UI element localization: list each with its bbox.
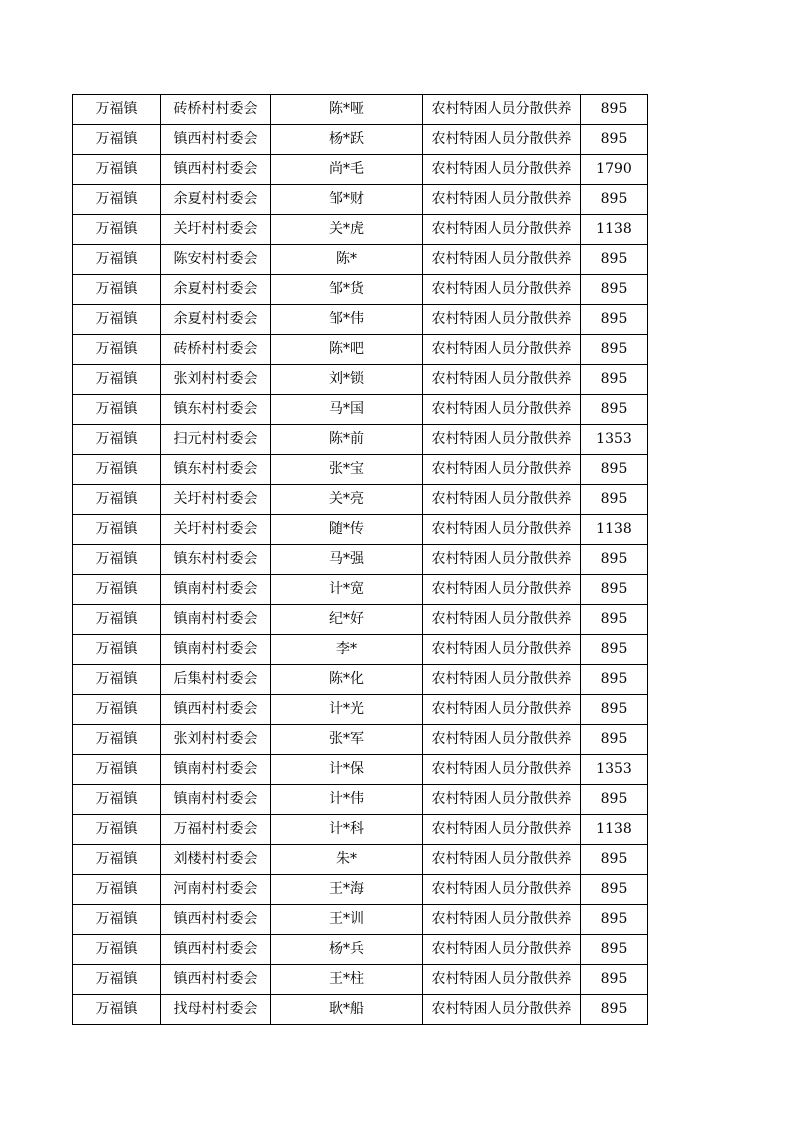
village-cell: 镇西村村委会 [161, 125, 271, 155]
town-cell: 万福镇 [73, 635, 161, 665]
assistance-type-cell: 农村特困人员分散供养 [423, 815, 581, 845]
table-row [73, 845, 648, 875]
name-cell: 耿*船 [271, 995, 423, 1025]
town-cell: 万福镇 [73, 815, 161, 845]
amount-cell: 895 [581, 695, 648, 725]
assistance-type-cell: 农村特困人员分散供养 [423, 365, 581, 395]
table-row [73, 605, 648, 635]
table-row [73, 485, 648, 515]
amount-cell: 895 [581, 245, 648, 275]
town-cell: 万福镇 [73, 245, 161, 275]
records-table-body [73, 95, 648, 1025]
village-cell: 后集村村委会 [161, 665, 271, 695]
table-row [73, 125, 648, 155]
table-row [73, 815, 648, 845]
name-cell: 关*虎 [271, 215, 423, 245]
amount-cell: 895 [581, 605, 648, 635]
town-cell: 万福镇 [73, 305, 161, 335]
amount-cell: 895 [581, 935, 648, 965]
name-cell: 纪*好 [271, 605, 423, 635]
town-cell: 万福镇 [73, 545, 161, 575]
village-cell: 镇西村村委会 [161, 695, 271, 725]
town-cell: 万福镇 [73, 965, 161, 995]
village-cell: 镇南村村委会 [161, 575, 271, 605]
amount-cell: 895 [581, 335, 648, 365]
amount-cell: 895 [581, 545, 648, 575]
assistance-type-cell: 农村特困人员分散供养 [423, 185, 581, 215]
assistance-type-cell: 农村特困人员分散供养 [423, 335, 581, 365]
village-cell: 刘楼村村委会 [161, 845, 271, 875]
amount-cell: 895 [581, 785, 648, 815]
assistance-type-cell: 农村特困人员分散供养 [423, 965, 581, 995]
table-row [73, 245, 648, 275]
name-cell: 马*强 [271, 545, 423, 575]
amount-cell: 1353 [581, 425, 648, 455]
town-cell: 万福镇 [73, 875, 161, 905]
town-cell: 万福镇 [73, 695, 161, 725]
name-cell: 马*国 [271, 395, 423, 425]
town-cell: 万福镇 [73, 485, 161, 515]
name-cell: 李* [271, 635, 423, 665]
town-cell: 万福镇 [73, 725, 161, 755]
amount-cell: 895 [581, 125, 648, 155]
table-row [73, 725, 648, 755]
village-cell: 万福村村委会 [161, 815, 271, 845]
town-cell: 万福镇 [73, 665, 161, 695]
village-cell: 镇东村村委会 [161, 455, 271, 485]
town-cell: 万福镇 [73, 215, 161, 245]
town-cell: 万福镇 [73, 845, 161, 875]
assistance-type-cell: 农村特困人员分散供养 [423, 155, 581, 185]
name-cell: 关*亮 [271, 485, 423, 515]
table-row [73, 365, 648, 395]
village-cell: 砖桥村村委会 [161, 335, 271, 365]
assistance-type-cell: 农村特困人员分散供养 [423, 395, 581, 425]
town-cell: 万福镇 [73, 395, 161, 425]
village-cell: 镇南村村委会 [161, 755, 271, 785]
name-cell: 刘*锁 [271, 365, 423, 395]
town-cell: 万福镇 [73, 755, 161, 785]
name-cell: 王*海 [271, 875, 423, 905]
name-cell: 邹*货 [271, 275, 423, 305]
amount-cell: 895 [581, 185, 648, 215]
amount-cell: 895 [581, 665, 648, 695]
village-cell: 镇南村村委会 [161, 605, 271, 635]
name-cell: 朱* [271, 845, 423, 875]
table-row [73, 665, 648, 695]
assistance-type-cell: 农村特困人员分散供养 [423, 485, 581, 515]
table-row [73, 785, 648, 815]
town-cell: 万福镇 [73, 275, 161, 305]
name-cell: 张*宝 [271, 455, 423, 485]
assistance-type-cell: 农村特困人员分散供养 [423, 125, 581, 155]
name-cell: 王*柱 [271, 965, 423, 995]
name-cell: 杨*跃 [271, 125, 423, 155]
assistance-type-cell: 农村特困人员分散供养 [423, 515, 581, 545]
table-row [73, 515, 648, 545]
assistance-type-cell: 农村特困人员分散供养 [423, 305, 581, 335]
table-row [73, 95, 648, 125]
table-row [73, 965, 648, 995]
assistance-type-cell: 农村特困人员分散供养 [423, 725, 581, 755]
town-cell: 万福镇 [73, 905, 161, 935]
town-cell: 万福镇 [73, 605, 161, 635]
name-cell: 尚*毛 [271, 155, 423, 185]
town-cell: 万福镇 [73, 125, 161, 155]
amount-cell: 895 [581, 725, 648, 755]
village-cell: 关圩村村委会 [161, 485, 271, 515]
assistance-type-cell: 农村特困人员分散供养 [423, 635, 581, 665]
assistance-type-cell: 农村特困人员分散供养 [423, 935, 581, 965]
assistance-type-cell: 农村特困人员分散供养 [423, 95, 581, 125]
assistance-type-cell: 农村特困人员分散供养 [423, 785, 581, 815]
village-cell: 镇西村村委会 [161, 155, 271, 185]
assistance-type-cell: 农村特困人员分散供养 [423, 755, 581, 785]
name-cell: 计*光 [271, 695, 423, 725]
assistance-type-cell: 农村特困人员分散供养 [423, 575, 581, 605]
amount-cell: 895 [581, 905, 648, 935]
village-cell: 镇西村村委会 [161, 905, 271, 935]
assistance-type-cell: 农村特困人员分散供养 [423, 425, 581, 455]
table-row [73, 545, 648, 575]
name-cell: 邹*财 [271, 185, 423, 215]
amount-cell: 1138 [581, 815, 648, 845]
table-row [73, 395, 648, 425]
assistance-type-cell: 农村特困人员分散供养 [423, 845, 581, 875]
table-row [73, 425, 648, 455]
table-row [73, 875, 648, 905]
amount-cell: 1353 [581, 755, 648, 785]
village-cell: 关圩村村委会 [161, 215, 271, 245]
village-cell: 镇西村村委会 [161, 935, 271, 965]
village-cell: 找母村村委会 [161, 995, 271, 1025]
table-row [73, 905, 648, 935]
name-cell: 陈*前 [271, 425, 423, 455]
amount-cell: 895 [581, 875, 648, 905]
village-cell: 张刘村村委会 [161, 365, 271, 395]
assistance-type-cell: 农村特困人员分散供养 [423, 455, 581, 485]
amount-cell: 895 [581, 95, 648, 125]
amount-cell: 1138 [581, 515, 648, 545]
name-cell: 陈*哑 [271, 95, 423, 125]
name-cell: 计*伟 [271, 785, 423, 815]
table-row [73, 995, 648, 1025]
town-cell: 万福镇 [73, 575, 161, 605]
town-cell: 万福镇 [73, 935, 161, 965]
assistance-type-cell: 农村特困人员分散供养 [423, 605, 581, 635]
amount-cell: 1138 [581, 215, 648, 245]
amount-cell: 895 [581, 365, 648, 395]
name-cell: 张*军 [271, 725, 423, 755]
table-row [73, 455, 648, 485]
amount-cell: 895 [581, 275, 648, 305]
village-cell: 余夏村村委会 [161, 275, 271, 305]
name-cell: 邹*伟 [271, 305, 423, 335]
assistance-type-cell: 农村特困人员分散供养 [423, 245, 581, 275]
table-row [73, 755, 648, 785]
village-cell: 余夏村村委会 [161, 185, 271, 215]
assistance-type-cell: 农村特困人员分散供养 [423, 665, 581, 695]
assistance-type-cell: 农村特困人员分散供养 [423, 545, 581, 575]
table-row [73, 335, 648, 365]
amount-cell: 895 [581, 305, 648, 335]
town-cell: 万福镇 [73, 335, 161, 365]
assistance-type-cell: 农村特困人员分散供养 [423, 995, 581, 1025]
village-cell: 陈安村村委会 [161, 245, 271, 275]
town-cell: 万福镇 [73, 515, 161, 545]
amount-cell: 895 [581, 395, 648, 425]
table-row [73, 575, 648, 605]
amount-cell: 895 [581, 455, 648, 485]
amount-cell: 895 [581, 485, 648, 515]
name-cell: 王*训 [271, 905, 423, 935]
village-cell: 砖桥村村委会 [161, 95, 271, 125]
town-cell: 万福镇 [73, 155, 161, 185]
table-row [73, 185, 648, 215]
town-cell: 万福镇 [73, 365, 161, 395]
table-row [73, 635, 648, 665]
table-row [73, 275, 648, 305]
village-cell: 河南村村委会 [161, 875, 271, 905]
name-cell: 随*传 [271, 515, 423, 545]
table-row [73, 215, 648, 245]
village-cell: 镇西村村委会 [161, 965, 271, 995]
village-cell: 扫元村村委会 [161, 425, 271, 455]
village-cell: 镇东村村委会 [161, 545, 271, 575]
town-cell: 万福镇 [73, 185, 161, 215]
amount-cell: 895 [581, 965, 648, 995]
village-cell: 镇南村村委会 [161, 635, 271, 665]
table-row [73, 935, 648, 965]
town-cell: 万福镇 [73, 455, 161, 485]
table-row [73, 155, 648, 185]
assistance-type-cell: 农村特困人员分散供养 [423, 875, 581, 905]
amount-cell: 895 [581, 845, 648, 875]
town-cell: 万福镇 [73, 95, 161, 125]
name-cell: 杨*兵 [271, 935, 423, 965]
village-cell: 镇南村村委会 [161, 785, 271, 815]
village-cell: 余夏村村委会 [161, 305, 271, 335]
village-cell: 张刘村村委会 [161, 725, 271, 755]
name-cell: 陈* [271, 245, 423, 275]
assistance-type-cell: 农村特困人员分散供养 [423, 905, 581, 935]
amount-cell: 895 [581, 575, 648, 605]
assistance-type-cell: 农村特困人员分散供养 [423, 275, 581, 305]
table-row [73, 305, 648, 335]
assistance-type-cell: 农村特困人员分散供养 [423, 215, 581, 245]
amount-cell: 1790 [581, 155, 648, 185]
town-cell: 万福镇 [73, 995, 161, 1025]
table-row [73, 695, 648, 725]
amount-cell: 895 [581, 995, 648, 1025]
name-cell: 陈*吧 [271, 335, 423, 365]
name-cell: 计*保 [271, 755, 423, 785]
village-cell: 关圩村村委会 [161, 515, 271, 545]
amount-cell: 895 [581, 635, 648, 665]
town-cell: 万福镇 [73, 425, 161, 455]
name-cell: 计*宽 [271, 575, 423, 605]
village-cell: 镇东村村委会 [161, 395, 271, 425]
records-table [72, 94, 648, 1025]
town-cell: 万福镇 [73, 785, 161, 815]
assistance-type-cell: 农村特困人员分散供养 [423, 695, 581, 725]
name-cell: 陈*化 [271, 665, 423, 695]
name-cell: 计*科 [271, 815, 423, 845]
